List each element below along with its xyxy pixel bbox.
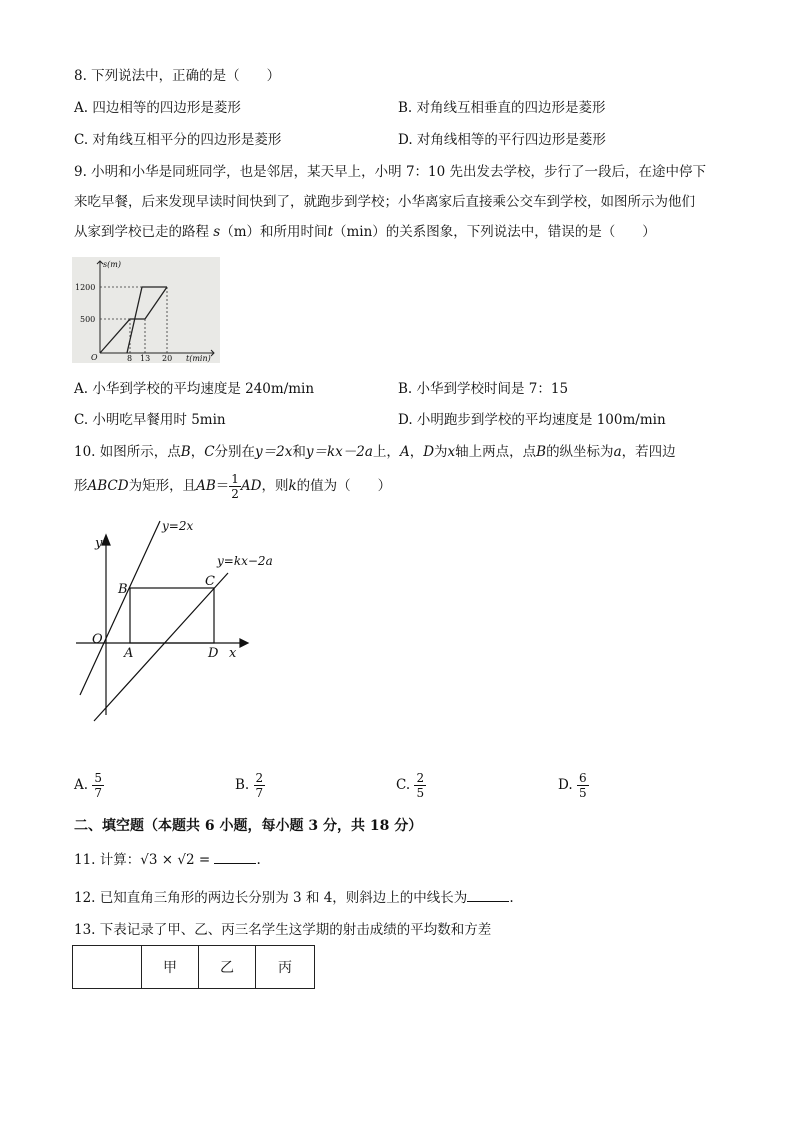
- q10-line2: 形ABCD为矩形，且AB＝ $\frac{1}{2}$ AD，则k的值为（ ）: [74, 472, 392, 501]
- q9-x-axis-label: t(min): [186, 354, 211, 363]
- q8-stem: 8. 下列说法中，正确的是（ ）: [74, 68, 281, 84]
- q13-header-bing: 丙: [256, 946, 315, 989]
- section2-title: 二、填空题（本题共 6 小题，每小题 3 分，共 18 分）: [74, 818, 423, 834]
- q10-line1: 10. 如图所示，点B，C分别在y＝2x和y＝kx－2a上，A，D为x轴上两点，点B的纵坐标为a，若四边: [74, 444, 676, 460]
- q10-y-arrow: [102, 535, 110, 545]
- q9-x-tick-20: 20: [162, 354, 173, 363]
- q8-option-c: C. 对角线互相平分的四边形是菱形: [74, 132, 282, 148]
- q10-fraction: $\frac{1}{2}$: [231, 472, 239, 501]
- q10-label-c: C: [205, 574, 215, 589]
- q9-line1: 9. 小明和小华是同班同学，也是邻居，某天早上，小明 7：10 先出发去学校，步行了一段后，在途中停下: [74, 164, 707, 180]
- q10-option-b: B. $\frac{2}{7}$: [235, 771, 264, 800]
- q12-blank[interactable]: [467, 889, 509, 902]
- q10-label-x: x: [229, 646, 237, 661]
- q10-line-y2x: [80, 521, 160, 695]
- q9-y-tick-1200: 1200: [75, 283, 96, 292]
- q10-figure-svg: [72, 515, 292, 727]
- table-row: [73, 946, 315, 989]
- q13-text: 13. 下表记录了甲、乙、丙三名学生这学期的射击成绩的平均数和方差: [74, 922, 492, 938]
- q10-option-c: C. $\frac{2}{5}$: [396, 771, 425, 800]
- q9-y-tick-500: 500: [80, 315, 96, 324]
- q10-label-d: D: [208, 646, 219, 661]
- q10-label-o: O: [92, 632, 103, 647]
- q10-label-a: A: [124, 646, 134, 661]
- q10-option-d: D. $\frac{6}{5}$: [558, 771, 587, 800]
- q10-option-a: A. $\frac{5}{7}$: [74, 771, 102, 800]
- q9-xiaohua-line: [127, 287, 167, 353]
- q13-header-jia: 甲: [142, 946, 199, 989]
- q9-option-b: B. 小华到学校时间是 7：15: [398, 381, 569, 397]
- q9-xiaoming-line: [100, 287, 167, 353]
- q10-label-line2: y=kx−2a: [217, 554, 273, 568]
- q9-option-a: A. 小华到学校的平均速度是 240m/min: [74, 381, 315, 397]
- q11-expression: √3 × √2 =: [140, 852, 211, 868]
- q8-option-b: B. 对角线互相垂直的四边形是菱形: [398, 100, 606, 116]
- q10-label-y: y: [95, 536, 103, 551]
- q13-table: [72, 945, 315, 989]
- q9-option-c: C. 小明吃早餐用时 5min: [74, 412, 226, 428]
- q10-label-b: B: [118, 582, 128, 597]
- q9-y-axis-label: s(m): [103, 260, 121, 269]
- q9-line2: 来吃早餐，后来发现早读时间快到了，就跑步到学校；小华离家后直接乘公交车到学校，如图所示为他们: [74, 194, 695, 210]
- q9-graph: [72, 257, 220, 363]
- q10-label-line1: y=2x: [162, 519, 194, 533]
- q9-x-tick-13: 13: [140, 354, 151, 363]
- q13-header-empty: [73, 946, 142, 989]
- q13-header-yi: 乙: [199, 946, 256, 989]
- q11-blank[interactable]: [214, 851, 256, 864]
- q9-line3: 从家到学校已走的路程 s（m）和所用时间t（min）的关系图象，下列说法中，错误的是（ ）: [74, 224, 656, 240]
- q8-option-d: D. 对角线相等的平行四边形是菱形: [398, 132, 606, 148]
- q9-option-d: D. 小明跑步到学校的平均速度是 100m/min: [398, 412, 666, 428]
- q9-origin-label: O: [91, 353, 98, 362]
- q8-option-a: A. 四边相等的四边形是菱形: [74, 100, 241, 116]
- q12: 12. 已知直角三角形的两边长分别为 3 和 4，则斜边上的中线长为 .: [74, 890, 514, 906]
- q10-figure: [72, 515, 292, 727]
- q9-graph-svg: [72, 257, 220, 363]
- q10-x-arrow: [240, 639, 248, 647]
- q9-x-tick-8: 8: [127, 354, 133, 363]
- q11: 11. 计算：√3 × √2 = .: [74, 852, 261, 868]
